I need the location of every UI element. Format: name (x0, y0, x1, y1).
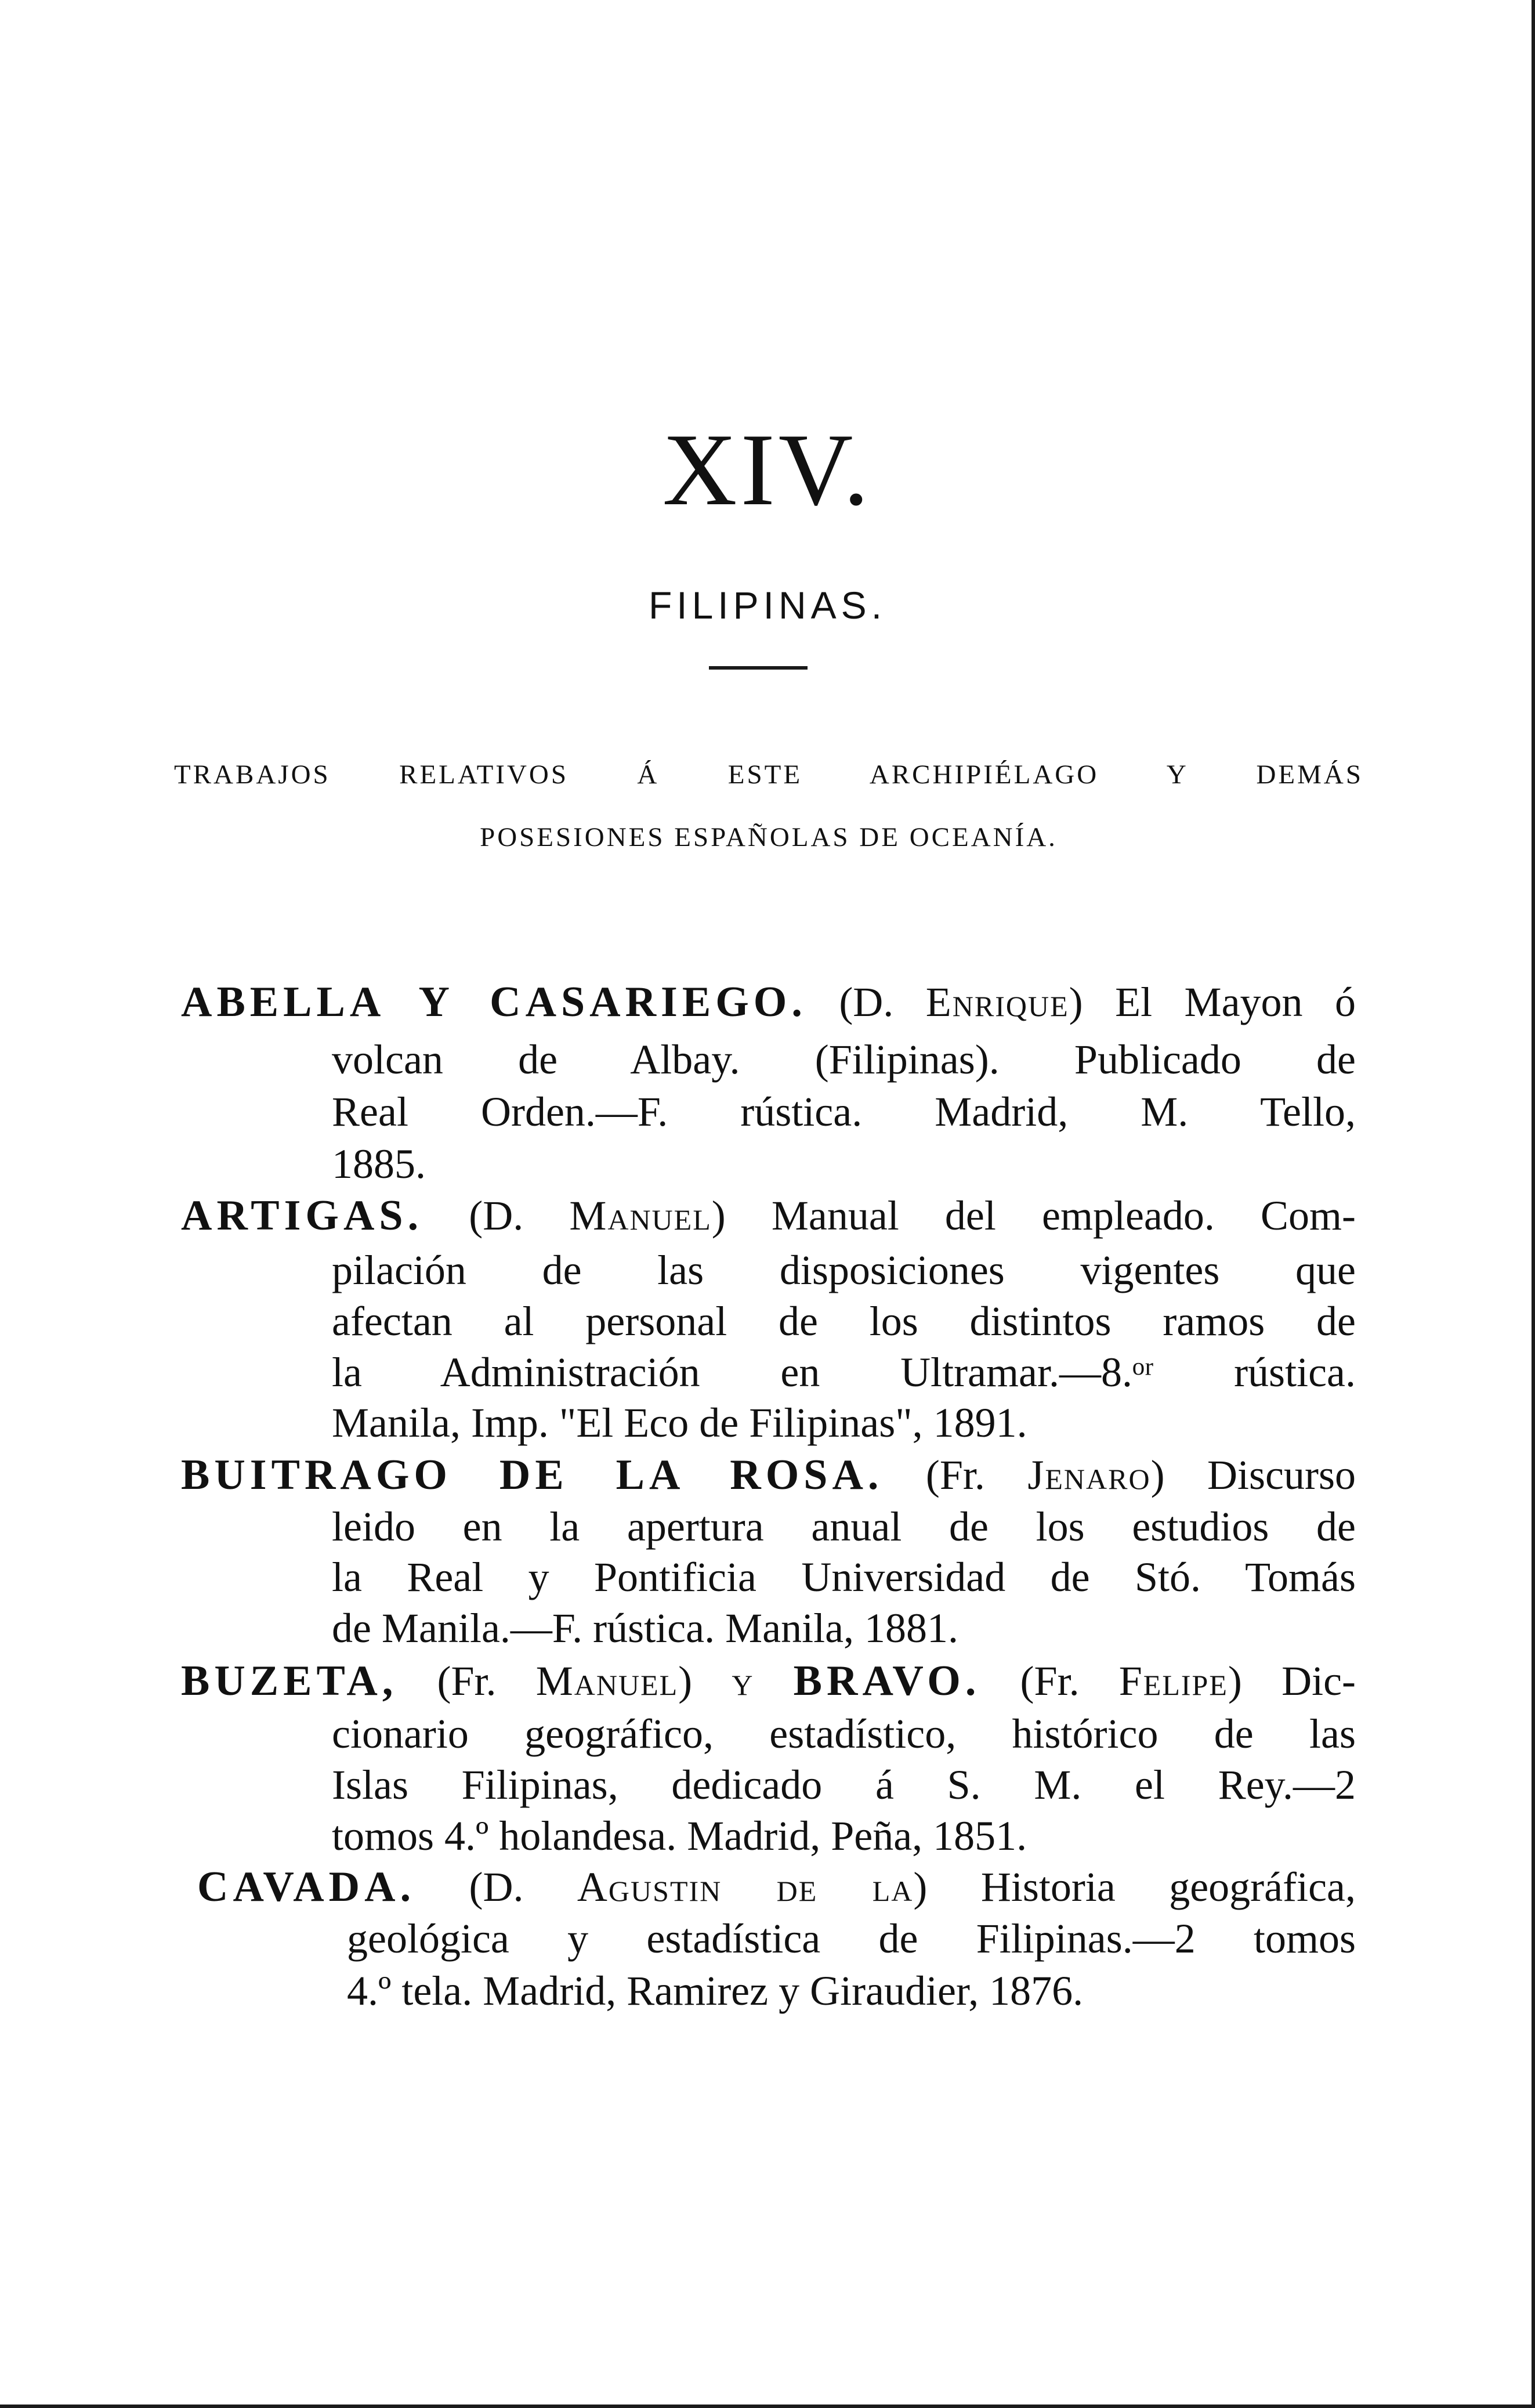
entry-author-prefix: (Fr. (925, 1452, 1028, 1498)
entry-headword-secondary: BRAVO. (793, 1657, 981, 1705)
entry-headword: ARTIGAS. (181, 1192, 423, 1239)
subtitle-line-2: POSESIONES ESPAÑOLAS DE OCEANÍA. (480, 822, 1058, 852)
entry-line: tomos 4.º holandesa. Madrid, Peña, 1851. (332, 1813, 1027, 1859)
entry-line: geológica y estadística de Filipinas.—2 tomos (347, 1915, 1356, 1962)
entry-author-prefix: (D. (839, 979, 926, 1025)
entry-line: leido en la apertura anual de los estudios de (332, 1503, 1356, 1550)
entry-author-prefix: (D. (469, 1192, 570, 1239)
entry-author-suffix: ) (913, 1864, 928, 1910)
entry-author-name: Manuel (535, 1658, 679, 1704)
title-rule (709, 666, 808, 670)
entry-author-suffix: ) (1069, 979, 1083, 1025)
entry-line: Islas Filipinas, dedicado á S. M. el Rey.—2 (332, 1762, 1356, 1808)
entry-headword: CAVADA. (197, 1863, 416, 1911)
entry-first-line (197, 1863, 1356, 1911)
entry-author-name: Jenaro (1027, 1452, 1151, 1498)
entry-first-line (181, 1194, 1356, 1237)
entry-line: la Administración en Ultramar.—8.ᵒʳ rústica. (332, 1349, 1356, 1395)
entry-author-prefix: (Fr. (437, 1658, 536, 1704)
entry-line: de Manila.—F. rústica. Manila, 1881. (332, 1605, 959, 1651)
entry-line: Manila, Imp. "El Eco de Filipinas", 1891. (332, 1400, 1027, 1446)
entry-line: volcan de Albay. (Filipinas). Publicado de (332, 1036, 1356, 1083)
entry-line-rest: Discurso (1207, 1452, 1356, 1498)
entry-line-rest: Manual del empleado. Com- (771, 1192, 1356, 1239)
entry-line: 1885. (332, 1141, 426, 1187)
entry-author2-suffix: ) (1228, 1658, 1242, 1704)
entry-author-prefix: (D. (469, 1864, 577, 1910)
entry-line: la Real y Pontificia Universidad de Stó. Tomás (332, 1554, 1356, 1600)
entry-headword: BUZETA, (181, 1657, 398, 1705)
entry-author-suffix: ) (678, 1658, 693, 1704)
entry-first-line (181, 978, 1356, 1026)
entry-first-line (181, 1451, 1356, 1499)
subtitle-line-1: TRABAJOS RELATIVOS Á ESTE ARCHIPIÉLAGO Y DEMÁS (174, 760, 1363, 790)
section-title: FILIPINAS. (648, 584, 887, 627)
entry-author-name: Manuel (569, 1192, 712, 1239)
entry-line-rest: Dic- (1281, 1658, 1356, 1704)
entry-line: 4.º tela. Madrid, Ramirez y Giraudier, 1876. (347, 1968, 1084, 2014)
entry-line: afectan al personal de los distintos ramos de (332, 1298, 1356, 1344)
entry-first-line (181, 1657, 1356, 1705)
entry-line-rest: Historia geográfica, (980, 1864, 1356, 1910)
entry-author-suffix: ) (711, 1192, 726, 1239)
entry-author-suffix: ) (1150, 1452, 1165, 1498)
entry-author2-name: Felipe (1118, 1658, 1228, 1704)
entry-connector: y (732, 1658, 754, 1704)
entry-author-name: Enrique (925, 979, 1069, 1025)
entry-line: pilación de las disposiciones vigentes que (332, 1247, 1356, 1293)
chapter-number: XIV. (662, 412, 873, 527)
entry-author-name: Agustin de la (577, 1864, 914, 1910)
entry-line: Real Orden.—F. rústica. Madrid, M. Tello, (332, 1089, 1356, 1135)
entry-headword: BUITRAGO DE LA ROSA. (181, 1451, 884, 1499)
entry-line-rest: El Mayon ó (1115, 979, 1356, 1025)
entry-headword: ABELLA Y CASARIEGO. (181, 978, 807, 1026)
entry-line: cionario geográfico, estadístico, histórico de las (332, 1711, 1356, 1757)
entry-author2-prefix: (Fr. (1020, 1658, 1119, 1704)
